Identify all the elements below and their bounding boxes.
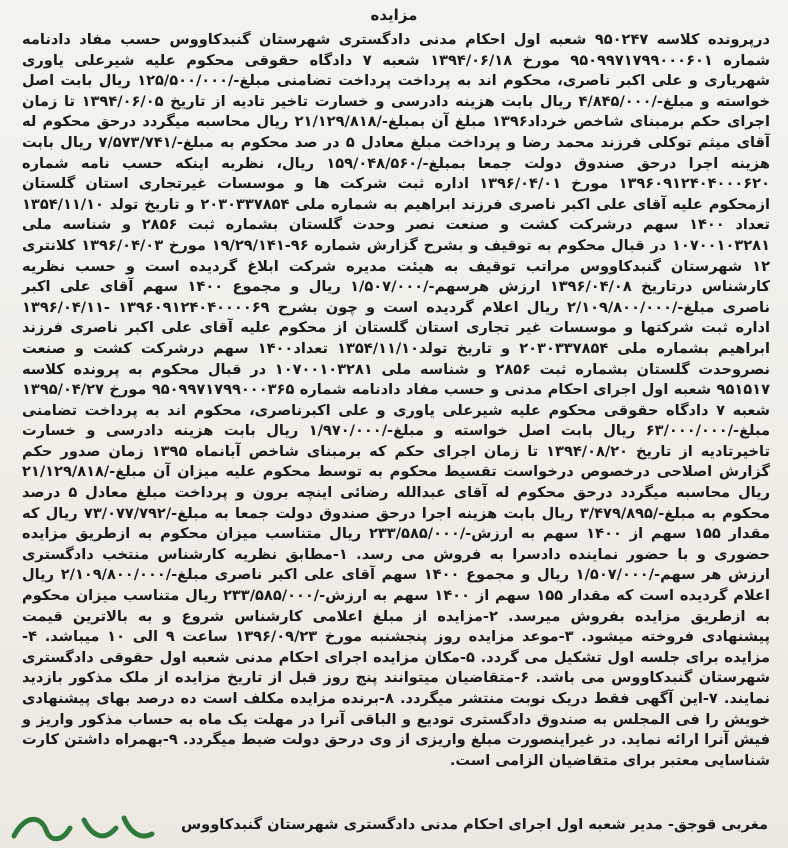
handwritten-mark-icon xyxy=(0,806,190,848)
notice-body xyxy=(22,30,770,771)
notice-title: مزایده xyxy=(370,6,418,24)
signature-line: مغربی قوجق- مدیر شعبه اول اجرای احکام مدنی دادگستری شهرستان گنبدکاووس xyxy=(181,816,768,833)
notice-paragraph: درپرونده کلاسه ۹۵۰۲۴۷ شعبه اول احکام مدنی دادگستری شهرستان گنبدکاووس حسب مفاد دادنامه شماره ۹۵۰۹۹۷۱۷۹۹۰۰۰۶۰۱ مورخ ۱۳۹۴/۰۶/۱۸ شعبه ۷ دادگاه حقوقی محکوم علیه شیرعلی یاوری شهریاری و علی اکبر ناصری، محکوم اند به پرداخت پرداخت تضامنی مبلغ-/۱۲۵/۵۰۰/۰۰۰ ریال بابت اصل خواسته و مبلغ-/۴/۸۴۵/۰۰۰ ریال بابت هزینه دادرسی و خسارت تاخیر تادیه از تاریخ ۱۳۹۴/۰۶/۰۵ تا زمان اجرای حکم برمبنای شاخص خرداد۱۳۹۶ مبلغ آن بمبلغ-/۲۱/۱۲۹/۸۱۸ ریال محاسبه میگردد درحق محکوم له آقای میثم توکلی فرزند محمد رضا و پرداخت مبلغ معادل ۵ در صد محکوم به مبلغ-/۷/۵۷۳/۷۴۱ ریال بابت هزینه اجرا درحق صندوق دولت جمعا بمبلغ-/۱۵۹/۰۴۸/۵۶۰ ریال، نظربه اینکه حسب نامه شماره ۱۳۹۶۰۹۱۲۴۰۴۰۰۰۶۲۰ مورخ ۱۳۹۶/۰۴/۰۱ اداره ثبت شرکت ها و موسسات غیرتجاری استان گلستان ازمحکوم علیه آقای علی اکبر ناصری فرزند ابراهیم به شماره ملی ۲۰۳۰۳۳۷۸۵۴ و تاریخ تولد ۱۳۵۴/۱۱/۱۰ تعداد ۱۴۰۰ سهم درشرکت کشت و صنعت نصر وحدت گلستان بشماره ثبت ۲۸۵۶ و شناسه ملی ۱۰۷۰۰۱۰۳۲۸۱ در قبال محکوم به توقیف و بشرح گزارش شماره ۹۶-۱۹/۲۹/۱۴۱ مورخ ۱۳۹۶/۰۴/۰۳ کلانتری ۱۲ شهرستان گنبدکاووس مراتب توقیف به هیئت مدیره شرکت ابلاغ گردیده است و حسب نظریه کارشناس درتاریخ ۱۳۹۶/۰۴/۰۸ ارزش هرسهم-/۱/۵۰۷/۰۰۰ ریال و مجموع ۱۴۰۰ سهم آقای علی اکبر ناصری مبلغ-/۲/۱۰۹/۸۰۰/۰۰۰ ریال اعلام گردیده است و چون بشرح ۱۳۹۶۰۹۱۲۴۰۴۰۰۰۰۶۹ -۱۳۹۶/۰۴/۱۱ اداره ثبت شرکتها و موسسات غیر تجاری استان گلستان از محکوم علیه آقای علی اکبر ناصری فرزند ابراهیم بشماره ملی ۲۰۳۰۳۳۷۸۵۴ و تاریخ تولد۱۳۵۴/۱۱/۱۰ تعداد۱۴۰۰ سهم درشرکت کشت و صنعت نصروحدت گلستان بشماره ثبت ۲۸۵۶ و شناسه ملی ۱۰۷۰۰۱۰۳۲۸۱ در قبال محکوم به پرونده کلاسه ۹۵۱۵۱۷ شعبه اول اجرای احکام مدنی و حسب مفاد دادنامه شماره ۹۵۰۹۹۷۱۷۹۹۰۰۰۳۶۵ مورخ ۱۳۹۵/۰۴/۲۷ شعبه ۷ دادگاه حقوقی محکوم علیه شیرعلی یاوری و علی اکبرناصری، محکوم اند به پرداخت تضامنی مبلغ-/۶۳/۰۰۰/۰۰۰ ریال بابت اصل خواسته و مبلغ-/۱/۹۷۰/۰۰۰ ریال بابت هزینه دادرسی و خسارت تاخیرتادیه از تاریخ ۱۳۹۴/۰۸/۲۰ تا زمان اجرای حکم که برمبنای شاخص آبانماه ۱۳۹۵ زمان صدور حکم گزارش اصلاحی درخصوص درخواست تقسیط محکوم به توسط محکوم علیه میزان آن مبلغ-/۲۱/۱۲۹/۸۱۸ ریال محاسبه میگردد درحق محکوم له آقای عبدالله رضائی اینچه برون و پرداخت مبلغ معادل ۵ درصد محکوم به مبلغ-/۳/۴۷۹/۸۹۵ ریال بابت هزینه اجرا درحق صندوق دولت جمعا به مبلغ-/۷۳/۰۷۷/۷۹۲ ریال که مقدار ۱۵۵ سهم از ۱۴۰۰ سهم به ارزش-/۲۳۳/۵۸۵/۰۰۰ ریال متناسب میزان محکوم به ازطریق مزایده حضوری و با حضور نماینده دادسرا به فروش می رسد. ۱-مطابق نظریه کارشناس منتخب دادگستری ارزش هر سهم-/۱/۵۰۷/۰۰۰ ریال و مجموع ۱۴۰۰ سهم آقای علی اکبر ناصری مبلغ-/۲/۱۰۹/۸۰۰/۰۰۰ ریال اعلام گردیده است که مقدار ۱۵۵ سهم از ۱۴۰۰ سهم به ارزش-/۲۳۳/۵۸۵/۰۰۰ ریال متناسب میزان محکوم به ازطریق مزایده بفروش میرسد. ۲-مزایده از مبلغ اعلامی کارشناس شروع و به بالاترین قیمت پیشنهادی فروخته میشود. ۳-موعد مزایده روز پنجشنبه مورخ ۱۳۹۶/۰۹/۲۳ ساعت ۹ الی ۱۰ میباشد. ۴-مزایده برای جلسه اول تشکیل می گردد. ۵-مکان مزایده اجرای احکام مدنی شعبه اول حقوقی دادگستری شهرستان گنبدکاووس می باشد. ۶-متقاضیان میتوانند پنج روز قبل از تاریخ مزایده از ملک مذکور بازدید نمایند. ۷-این آگهی فقط دریک نوبت منتشر میگردد. ۸-برنده مزایده مکلف است ده درصد بهای پیشنهادی خویش را فی المجلس به صندوق دادگستری تودیع و الباقی آنرا در مهلت یک ماه به حساب مذکور واریز و فیش آنرا ارائه نماید. در غیراینصورت مبلغ واریزی از وی درحق دولت ضبط میگردد. ۹-بهمراه داشتن کارت شناسایی معتبر برای متقاضیان الزامی است. xyxy=(22,31,771,769)
